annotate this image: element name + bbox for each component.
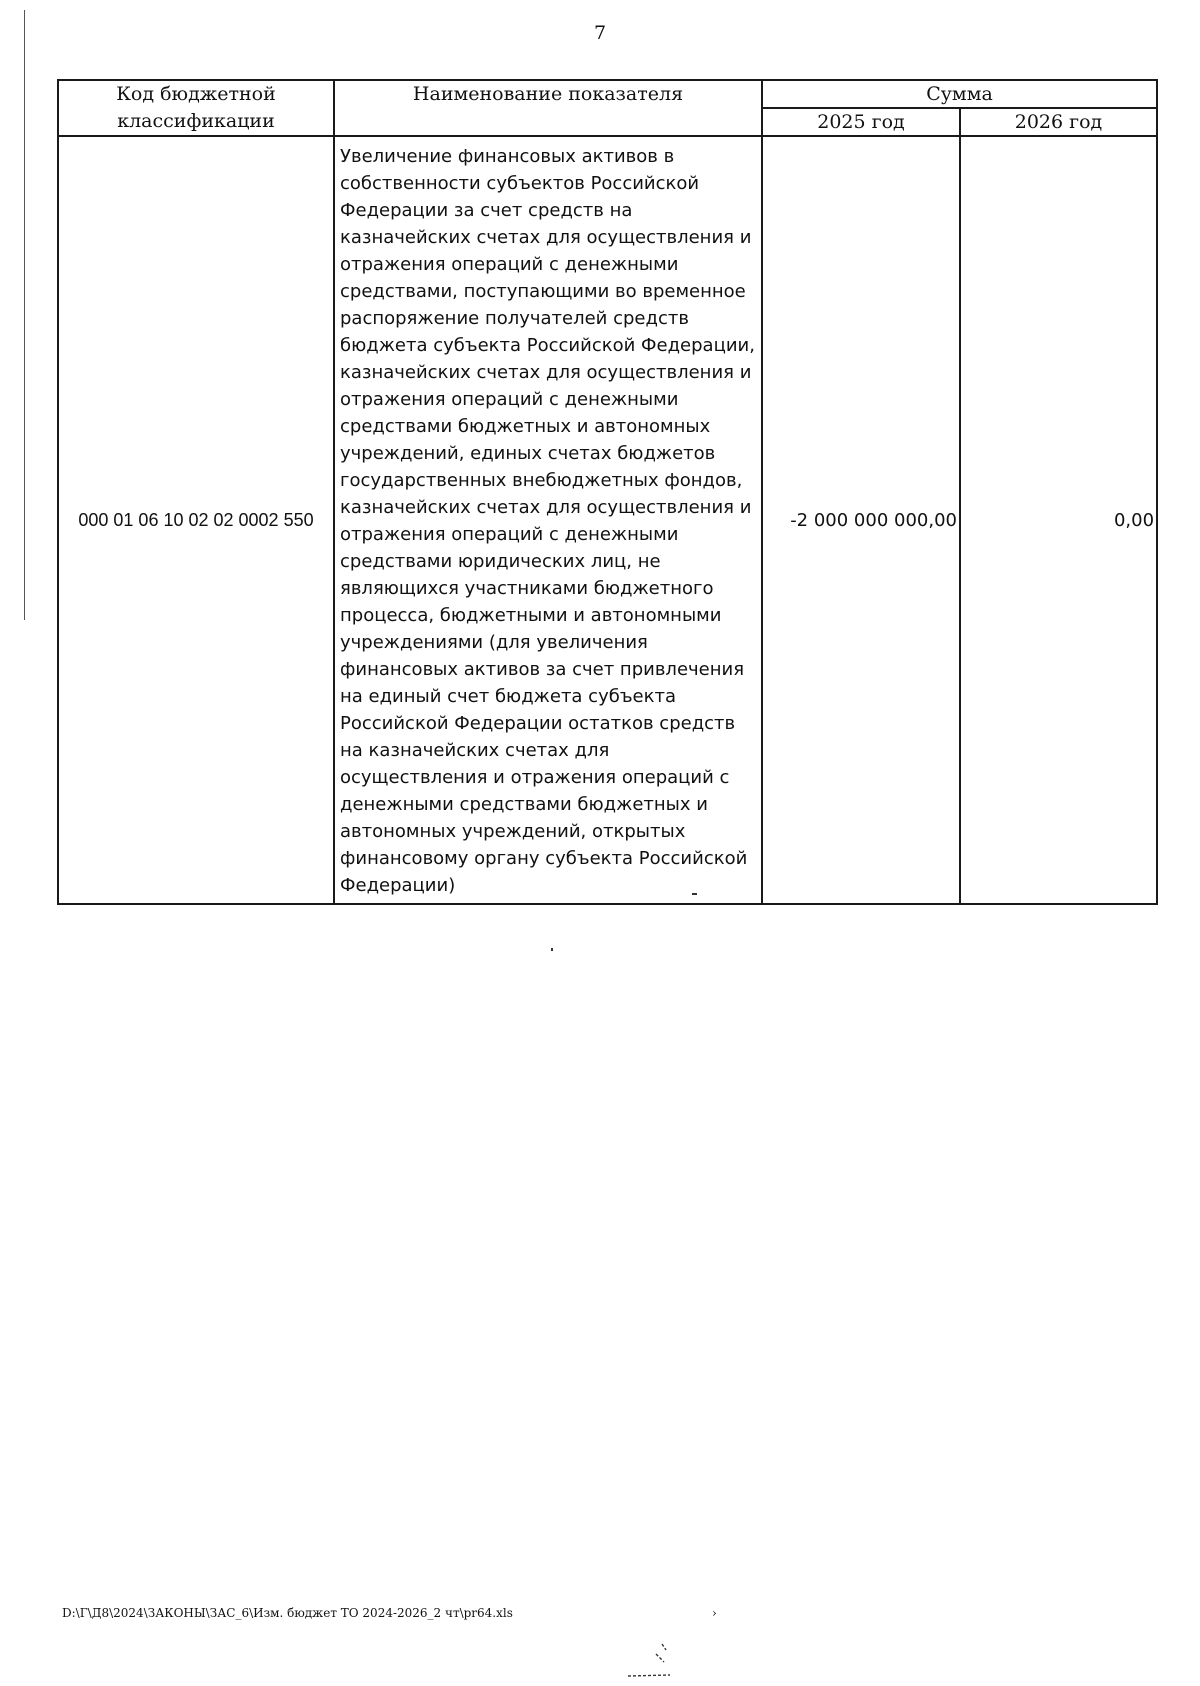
scan-scribble xyxy=(620,1640,680,1680)
margin-line xyxy=(24,10,25,620)
scan-speck xyxy=(551,948,553,951)
cell-value-2025: -2 000 000 000,00 xyxy=(762,136,960,904)
cell-code: 000 01 06 10 02 02 0002 550 xyxy=(58,136,334,904)
header-year-2025: 2025 год xyxy=(762,108,960,136)
footer-mark: › xyxy=(712,1606,717,1620)
scan-speck xyxy=(692,893,697,895)
header-name: Наименование показателя xyxy=(334,80,762,136)
header-sum: Сумма xyxy=(762,80,1157,108)
header-code: Код бюджетной классификации xyxy=(58,80,334,136)
footer-file-path: D:\Г\Д8\2024\ЗАКОНЫ\ЗАС_6\Изм. бюджет ТО 2024-2026_2 чт\pr64.xls xyxy=(62,1606,513,1620)
page-number: 7 xyxy=(593,22,607,44)
cell-name: Увеличение финансовых активов в собственности субъектов Российской Федерации за счет средств на казначейских счетах для осуществления и отражения операций с денежными средствами, поступающими во временное распоряжение получателей средств бюджета субъекта Российской Федерации, казначейских счетах для осуществления и отражения операций с денежными средствами бюджетных и автономных учреждений, единых счетах бюджетов государственных внебюджетных фондов, казначейских счетах для осуществления и отражения операций с денежными средствами юридических лиц, не являющихся участниками бюджетного процесса, бюджетными и автономными учреждениями (для увеличения финансовых активов за счет привлечения на единый счет бюджета субъекта Российской Федерации остатков средств на казначейских счетах для осуществления и отражения операций с денежными средствами бюджетных и автономных учреждений, открытых финансовому органу субъекта Российской Федерации) xyxy=(334,136,762,904)
cell-value-2026: 0,00 xyxy=(960,136,1157,904)
budget-table xyxy=(57,79,1158,905)
table-row xyxy=(58,136,1157,904)
header-year-2026: 2026 год xyxy=(960,108,1157,136)
